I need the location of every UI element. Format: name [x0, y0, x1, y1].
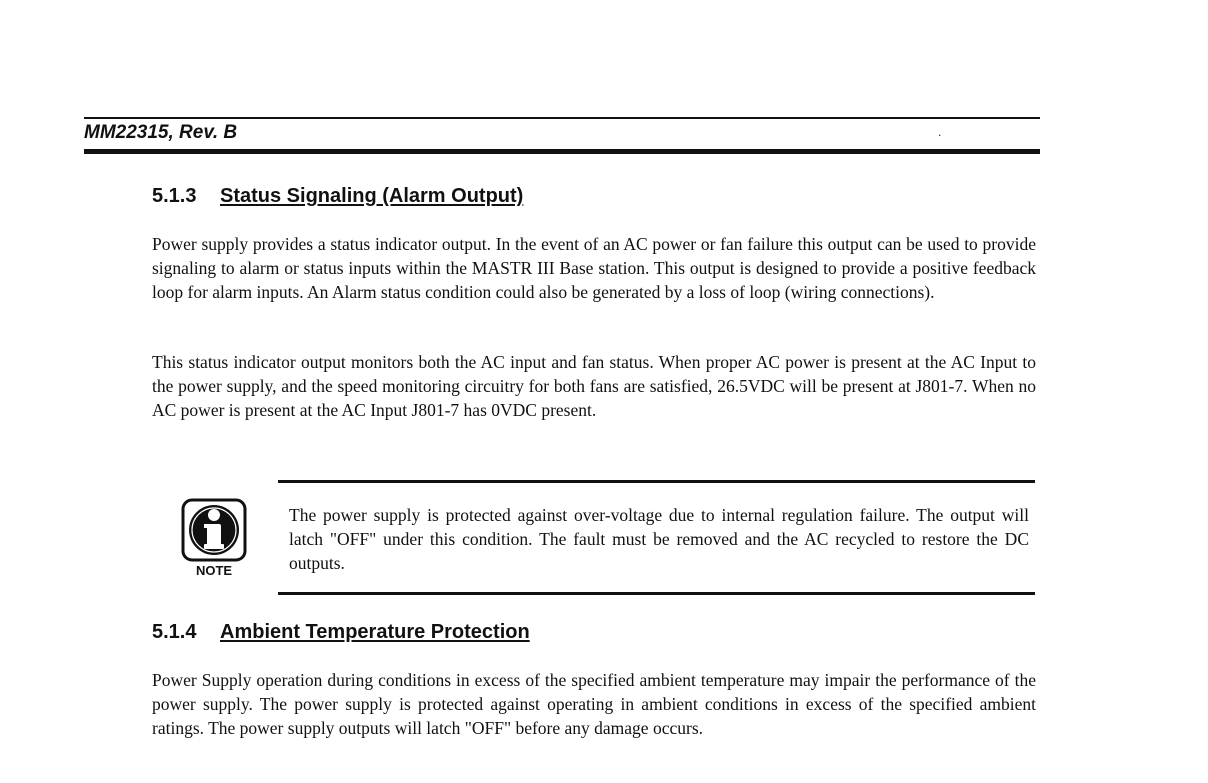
section-heading-5-1-4 [152, 619, 530, 645]
section-number: 5.1.4 [152, 621, 197, 643]
paragraph-ambient-temperature: Power Supply operation during conditions in excess of the specified ambient temperature may impair the performance of the power supply. The power supply is protected against operating in ambient conditions in excess of the specified ambient ratings. The power supply outputs will latch "OFF" before any damage occurs. [152, 670, 1036, 738]
paragraph-status-signaling: Power supply provides a status indicator output. In the event of an AC power or fan failure this output can be used to provide signaling to alarm or status inputs within the MASTR III Base station. This output is designed to provide a positive feedback loop for alarm inputs. An Alarm status condition could also be generated by a loss of loop (wiring connections). [152, 234, 1036, 302]
section-title: Ambient Temperature Protection [220, 621, 530, 643]
section-number: 5.1.3 [152, 185, 197, 207]
section-title: Status Signaling (Alarm Output) [220, 185, 524, 207]
header-rule-top [84, 117, 1040, 119]
section-heading-5-1-3 [152, 183, 523, 209]
note-rule-top [278, 480, 1035, 483]
header-rule-bottom [84, 149, 1040, 154]
stray-mark: . [938, 125, 942, 139]
note-text: The power supply is protected against over-voltage due to internal regulation failure. The output will latch "OFF" under this condition. The fault must be removed and the AC recycled to restore the DC outputs. [289, 505, 1029, 573]
paragraph-status-indicator: This status indicator output monitors both the AC input and fan status. When proper AC power is present at the AC Input to the power supply, and the speed monitoring circuitry for both fans are satisfied, 26.5VDC will be present at J801-7. When no AC power is present at the AC Input J801-7 has 0VDC present. [152, 352, 1036, 420]
note-rule-bottom [278, 592, 1035, 595]
note-label: NOTE [195, 563, 233, 578]
document-id: MM22315, Rev. B [84, 122, 238, 143]
